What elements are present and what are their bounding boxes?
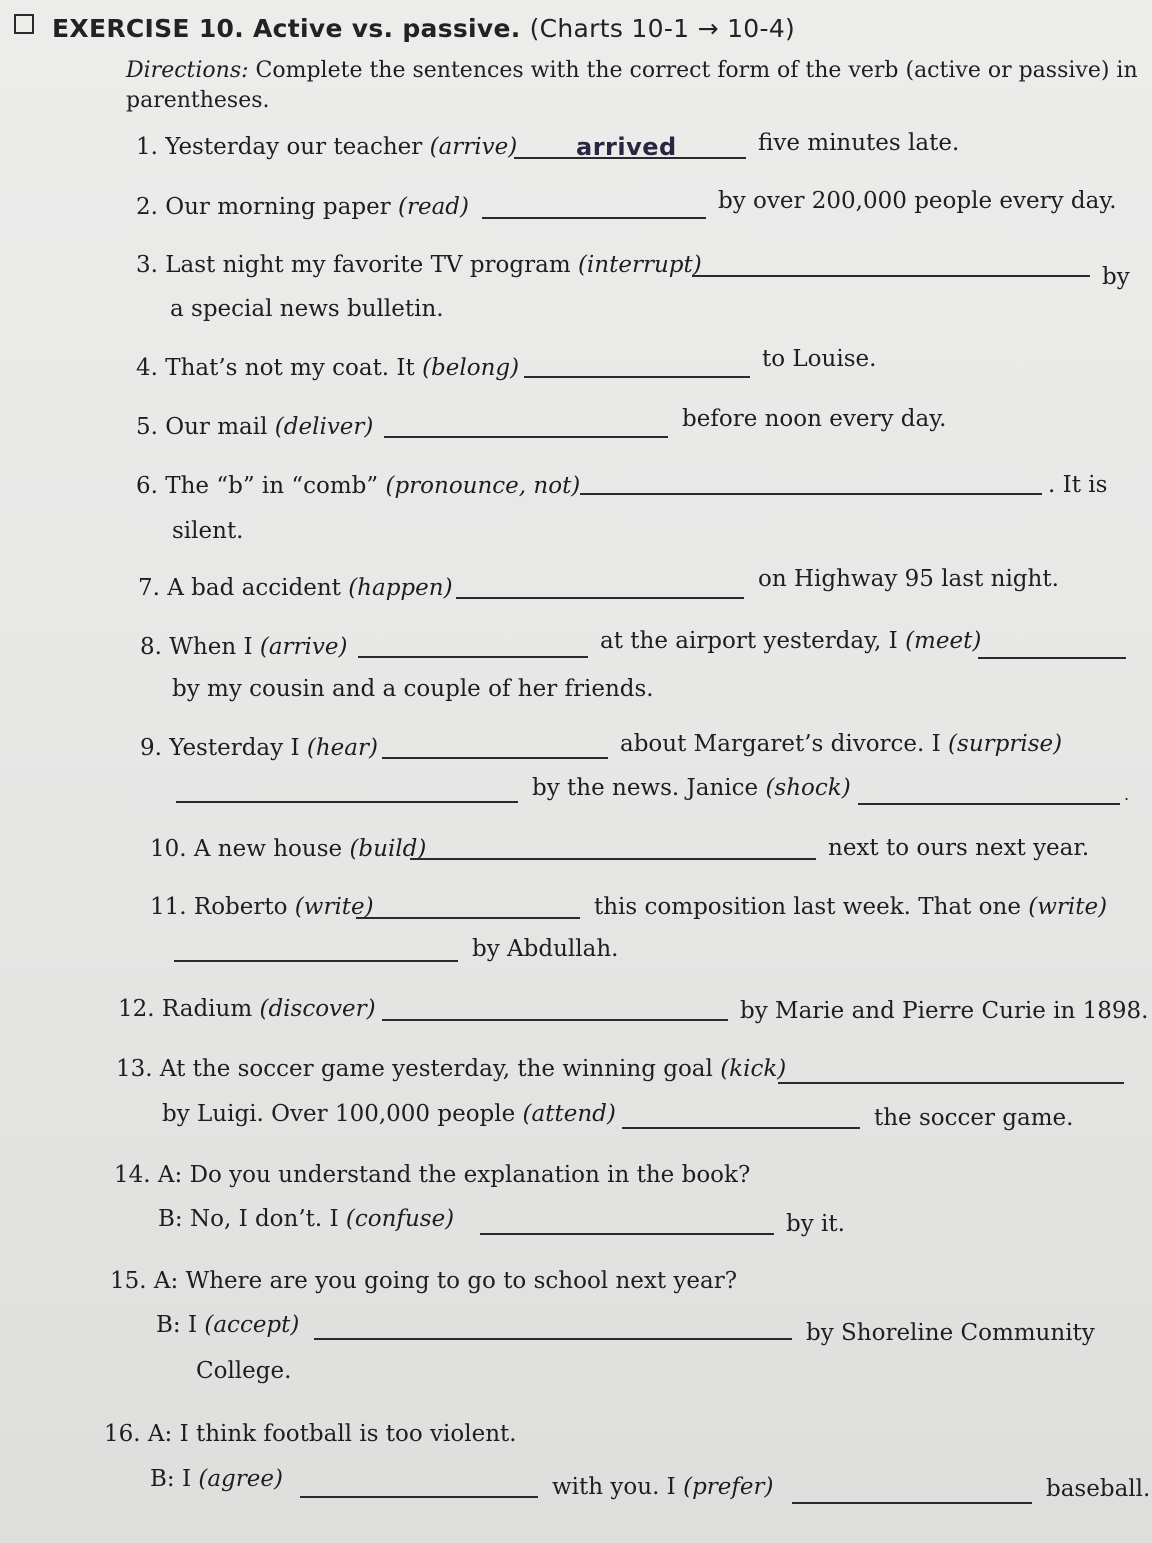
verb-hint: (build): [349, 836, 427, 862]
q-text-mid: this composition last week. That one: [594, 894, 1021, 920]
q-text: Our mail: [165, 414, 268, 440]
q-text-after: by it.: [786, 1211, 845, 1237]
verb-hint: (belong): [422, 355, 520, 381]
q-number: 15.: [110, 1268, 147, 1294]
q-text-line2: College.: [196, 1358, 292, 1384]
q-text: Radium: [161, 996, 253, 1022]
verb-hint: (shock): [765, 775, 851, 801]
question-13-line2: [162, 1101, 616, 1127]
q-number: 8.: [140, 634, 162, 660]
question-8-mid: [600, 628, 981, 654]
speaker-a-text: Do you understand the explanation in the book?: [189, 1162, 751, 1188]
answer-blank-5[interactable]: [384, 436, 668, 438]
q-text-after: . It is: [1048, 472, 1108, 498]
q-text-line2: a special news bulletin.: [170, 296, 444, 322]
speaker-a-label: A:: [147, 1421, 173, 1447]
verb-hint: (prefer): [683, 1474, 774, 1500]
q-text: Our morning paper: [165, 194, 391, 220]
verb-hint: (kick): [720, 1056, 787, 1082]
question-15: [110, 1268, 737, 1294]
verb-hint: (accept): [204, 1312, 300, 1338]
q-text: A bad accident: [167, 575, 341, 601]
speaker-a-text: I think football is too violent.: [179, 1421, 517, 1447]
verb-hint: (deliver): [274, 414, 374, 440]
q-text: Roberto: [193, 894, 288, 920]
exercise-title-text: EXERCISE 10. Active vs. passive.: [52, 14, 521, 43]
answer-blank-11a[interactable]: [356, 917, 580, 919]
speaker-b-label: B:: [156, 1312, 181, 1338]
directions-text: Complete the sentences with the correct form of the verb (active or passive) in: [255, 58, 1138, 83]
question-16-b: [150, 1466, 283, 1492]
question-11: [150, 894, 374, 920]
answer-blank-16a[interactable]: [300, 1496, 538, 1498]
q-number: 1.: [136, 134, 158, 160]
answer-blank-2[interactable]: [482, 217, 706, 219]
q-number: 14.: [114, 1162, 151, 1188]
question-14: [114, 1162, 750, 1188]
verb-hint: (agree): [198, 1466, 283, 1492]
speaker-b-text: I: [181, 1466, 192, 1492]
q-text-mid: with you. I: [552, 1474, 676, 1500]
verb-hint: (discover): [259, 996, 376, 1022]
verb-hint: (meet): [905, 628, 982, 654]
question-16-mid: [552, 1474, 774, 1500]
answer-blank-15[interactable]: [314, 1338, 792, 1340]
handwritten-answer-1: arrived: [576, 133, 677, 161]
directions: [126, 56, 1138, 116]
period-mark: .: [1124, 785, 1130, 804]
verb-hint: (arrive): [429, 134, 518, 160]
speaker-b-text: No, I don’t. I: [189, 1206, 339, 1232]
question-2: [136, 194, 469, 220]
q-text: When I: [169, 634, 253, 660]
question-6: [136, 473, 580, 499]
answer-blank-6[interactable]: [580, 493, 1042, 495]
question-11-mid: [594, 894, 1107, 920]
q-text: The “b” in “comb”: [165, 473, 379, 499]
answer-blank-14[interactable]: [480, 1233, 774, 1235]
question-13: [116, 1056, 786, 1082]
verb-hint: (attend): [522, 1101, 616, 1127]
q-text-after: five minutes late.: [758, 130, 960, 156]
speaker-b-text: I: [187, 1312, 198, 1338]
q-number: 13.: [116, 1056, 153, 1082]
question-16: [104, 1421, 517, 1447]
speaker-a-label: A:: [157, 1162, 183, 1188]
question-3: [136, 252, 702, 278]
verb-hint: (read): [398, 194, 469, 220]
q-text-line2: by my cousin and a couple of her friends.: [172, 676, 654, 702]
q-number: 9.: [140, 735, 162, 761]
question-5: [136, 414, 373, 440]
q-text-line2: by the news. Janice: [532, 775, 759, 801]
q-text: At the soccer game yesterday, the winning goal: [159, 1056, 713, 1082]
speaker-b-label: B:: [158, 1206, 183, 1232]
verb-hint: (interrupt): [577, 252, 702, 278]
speaker-a-label: A:: [153, 1268, 179, 1294]
answer-blank-16b[interactable]: [792, 1502, 1032, 1504]
q-number: 5.: [136, 414, 158, 440]
q-text: That’s not my coat. It: [165, 355, 415, 381]
q-text: Last night my favorite TV program: [165, 252, 571, 278]
question-1: [136, 134, 517, 160]
q-number: 10.: [150, 836, 187, 862]
verb-hint: (write): [1028, 894, 1108, 920]
answer-blank-12[interactable]: [382, 1019, 728, 1021]
answer-blank-9c[interactable]: [858, 803, 1120, 805]
q-text-mid: at the airport yesterday, I: [600, 628, 898, 654]
answer-blank-8b[interactable]: [978, 657, 1126, 659]
q-text-after: by Marie and Pierre Curie in 1898.: [740, 998, 1149, 1024]
speaker-a-text: Where are you going to go to school next year?: [185, 1268, 738, 1294]
q-text-after: by: [1102, 264, 1130, 290]
q-text: Yesterday our teacher: [165, 134, 423, 160]
q-number: 11.: [150, 894, 187, 920]
question-9-line2: [532, 775, 851, 801]
question-14-b: [158, 1206, 454, 1232]
answer-blank-11b[interactable]: [174, 960, 458, 962]
q-text-line2: by Luigi. Over 100,000 people: [162, 1101, 516, 1127]
question-7: [138, 575, 453, 601]
question-4: [136, 355, 519, 381]
question-9: [140, 735, 378, 761]
exercise-title: [52, 14, 795, 43]
answer-blank-3[interactable]: [692, 275, 1090, 277]
q-text-after: next to ours next year.: [828, 835, 1090, 861]
q-text-after: on Highway 95 last night.: [758, 566, 1059, 592]
exercise-checkbox[interactable]: [14, 14, 34, 34]
directions-text-2: parentheses.: [126, 88, 270, 113]
q-number: 16.: [104, 1421, 141, 1447]
question-8: [140, 634, 347, 660]
verb-hint: (write): [294, 894, 374, 920]
directions-label: Directions:: [126, 58, 249, 83]
answer-blank-7[interactable]: [456, 597, 744, 599]
chart-reference: (Charts 10-1 → 10-4): [529, 14, 796, 43]
verb-hint: (arrive): [259, 634, 348, 660]
q-text-after: the soccer game.: [874, 1105, 1074, 1131]
q-number: 6.: [136, 473, 158, 499]
q-text-after: baseball.: [1046, 1476, 1151, 1502]
q-text-after: by over 200,000 people every day.: [718, 188, 1117, 214]
verb-hint: (confuse): [345, 1206, 455, 1232]
verb-hint: (pronounce, not): [385, 473, 581, 499]
answer-blank-8a[interactable]: [358, 656, 588, 658]
question-12: [118, 996, 376, 1022]
q-text-line2: by Abdullah.: [472, 936, 619, 962]
answer-blank-13b[interactable]: [622, 1127, 860, 1129]
answer-blank-9b[interactable]: [176, 801, 518, 803]
answer-blank-13a[interactable]: [778, 1082, 1124, 1084]
q-number: 7.: [138, 575, 160, 601]
q-number: 12.: [118, 996, 155, 1022]
question-9-mid: [620, 731, 1062, 757]
verb-hint: (hear): [306, 735, 378, 761]
answer-blank-10[interactable]: [410, 858, 816, 860]
question-10: [150, 836, 426, 862]
q-text-after: by Shoreline Community: [806, 1320, 1095, 1346]
q-text: Yesterday I: [169, 735, 300, 761]
q-text: A new house: [193, 836, 343, 862]
q-text-mid: about Margaret’s divorce. I: [620, 731, 941, 757]
verb-hint: (happen): [348, 575, 453, 601]
answer-blank-4[interactable]: [524, 376, 750, 378]
q-text-after: to Louise.: [762, 346, 877, 372]
q-number: 4.: [136, 355, 158, 381]
answer-blank-9a[interactable]: [382, 757, 608, 759]
q-text-line2: silent.: [172, 518, 244, 544]
speaker-b-label: B:: [150, 1466, 175, 1492]
q-number: 3.: [136, 252, 158, 278]
q-number: 2.: [136, 194, 158, 220]
verb-hint: (surprise): [948, 731, 1063, 757]
question-15-b: [156, 1312, 299, 1338]
q-text-after: before noon every day.: [682, 406, 947, 432]
